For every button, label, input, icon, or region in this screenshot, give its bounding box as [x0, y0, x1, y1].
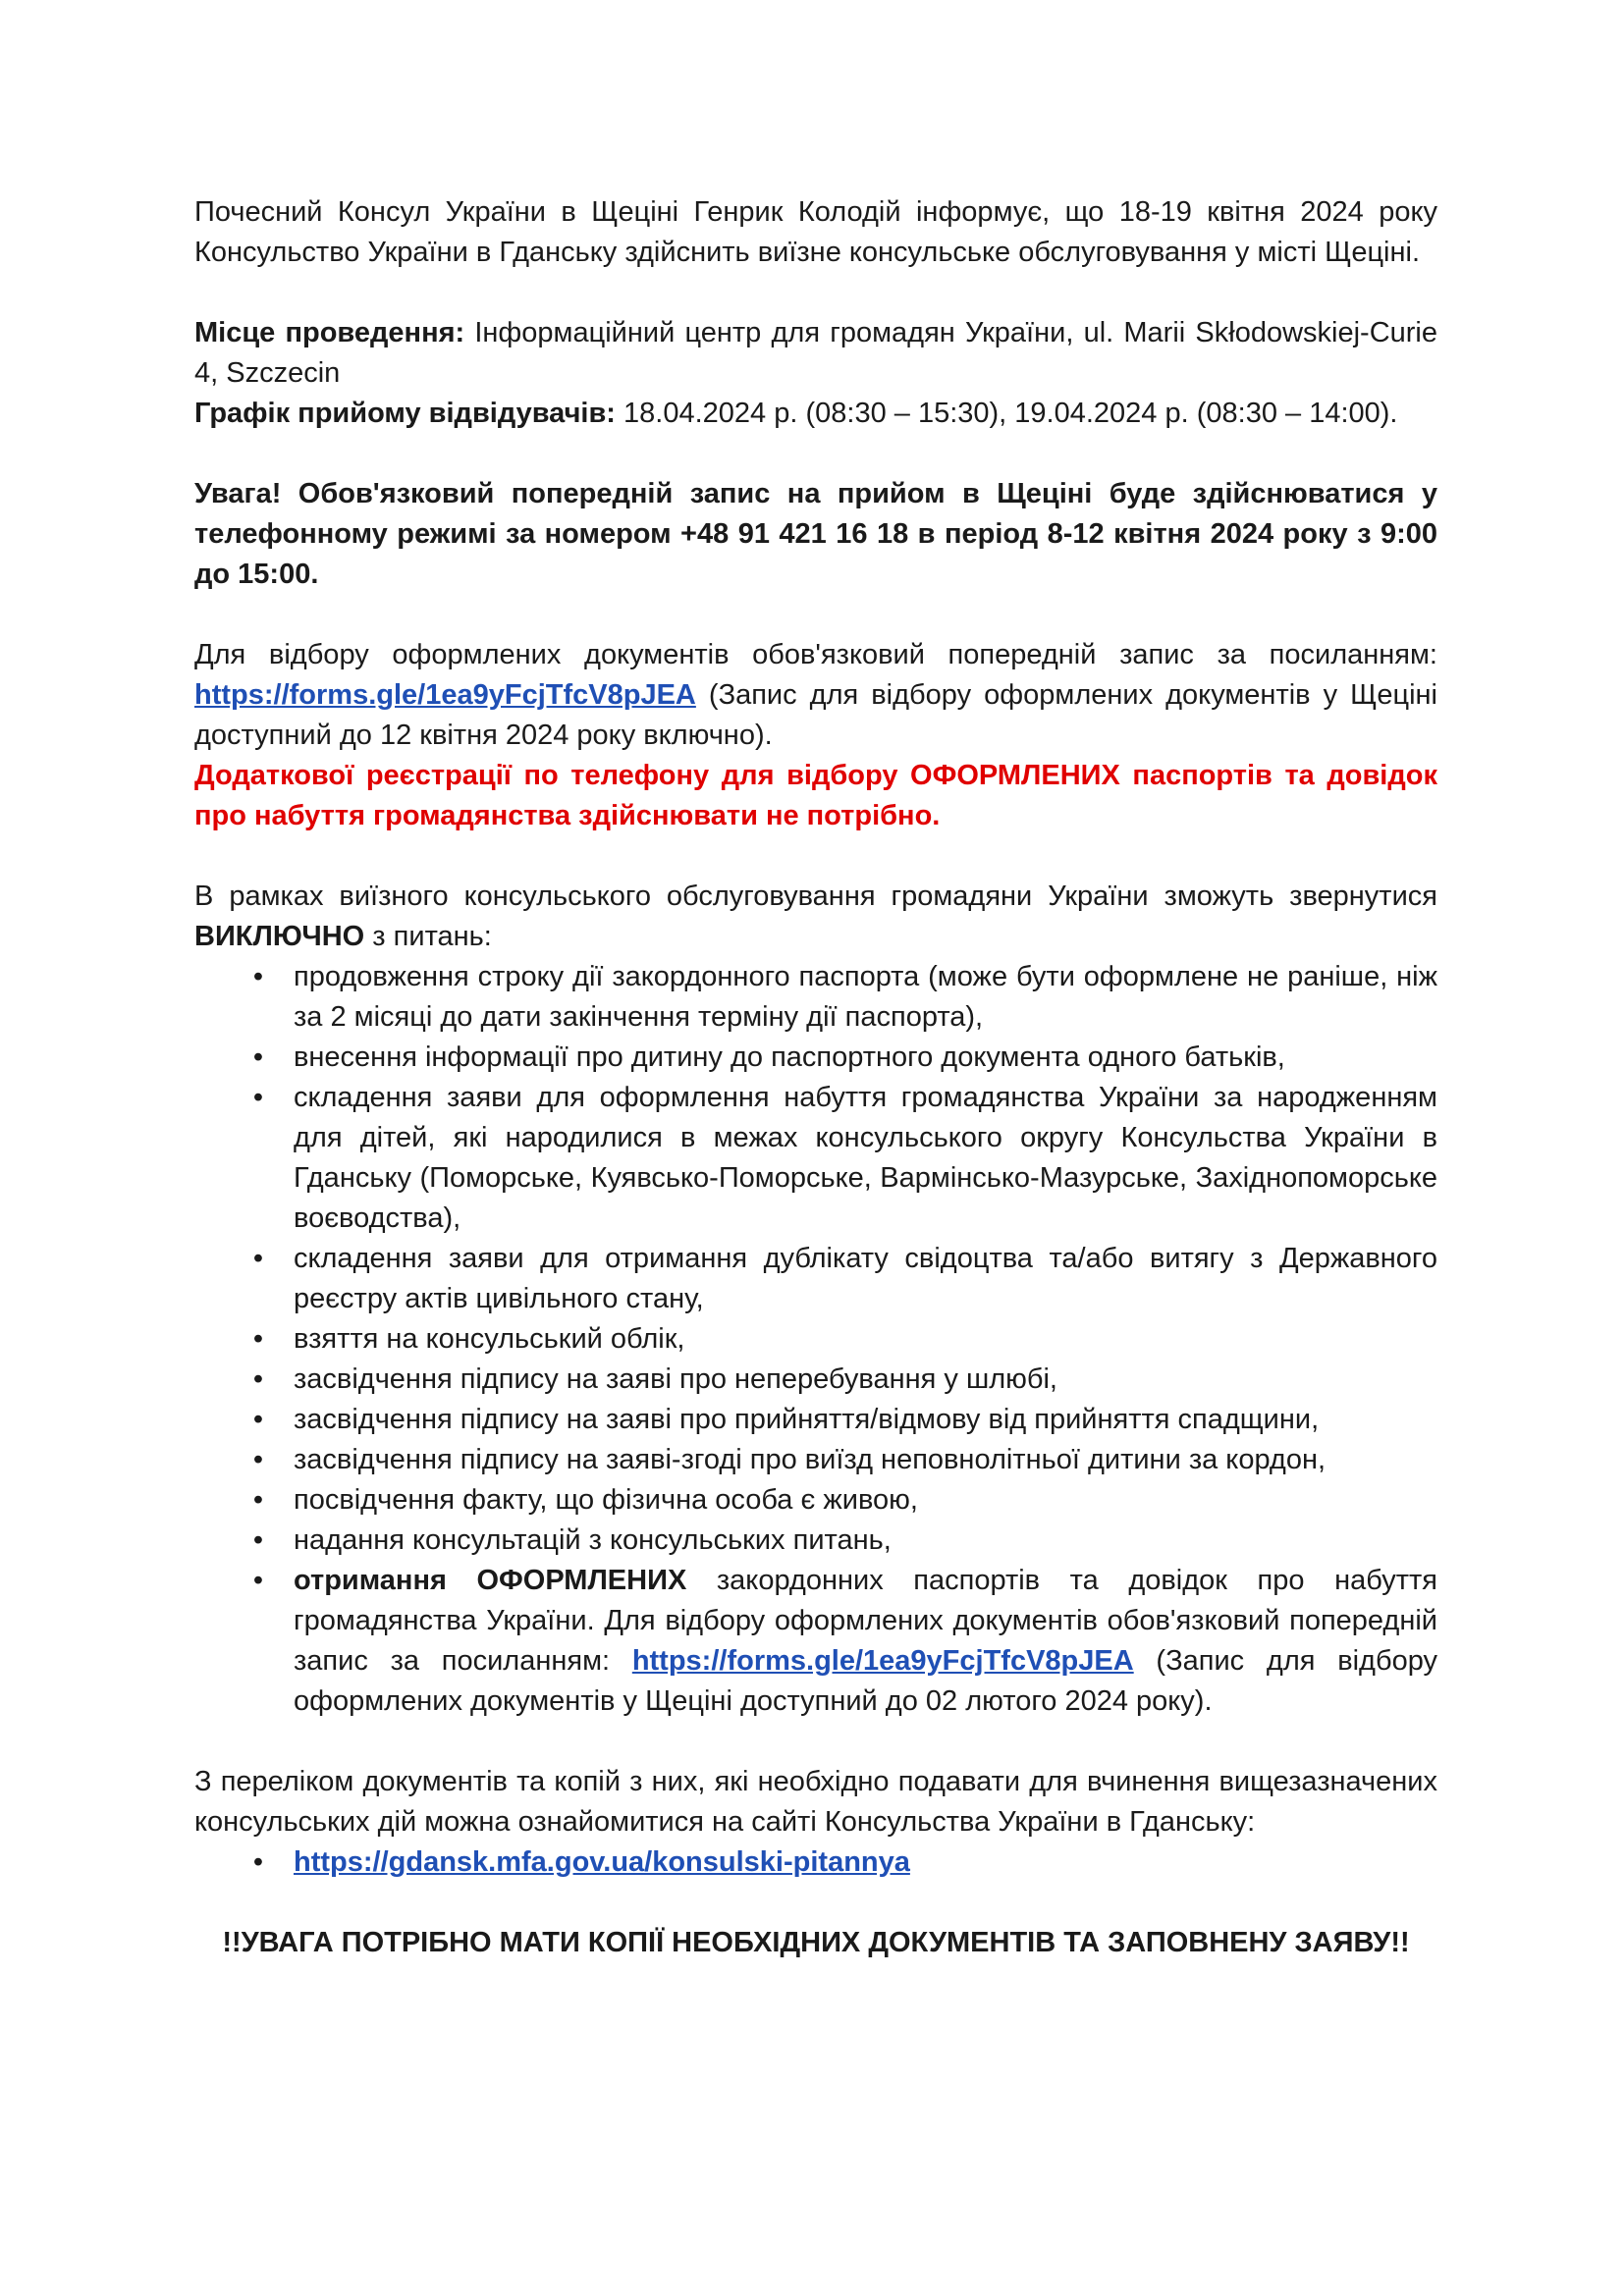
- bullet-icon: •: [252, 1444, 264, 1475]
- services-item-text: засвідчення підпису на заяві-згоді про виїзд неповнолітньої дитини за кордон,: [294, 1444, 1326, 1475]
- services-intro: [194, 877, 1437, 957]
- services-list-item: [194, 1440, 1437, 1480]
- bullet-icon: •: [252, 1363, 264, 1395]
- services-list-item-pickup: [194, 1561, 1437, 1722]
- services-list-item: [194, 1400, 1437, 1440]
- services-item-text: складення заяви для оформлення набуття громадянства України за народженням для дітей, які народилися в межах консульського округу Консульства України в Гданську (Поморське, Куявсько-Поморське, Вармінсько-Мазурське, Західнопоморське воєводства),: [294, 1082, 1437, 1234]
- pickup-item-form-link[interactable]: https://forms.gle/1ea9yFcjTfcV8pJEA: [631, 1645, 1134, 1677]
- pickup-form-link[interactable]: https://forms.gle/1ea9yFcjTfcV8pJEA: [194, 679, 696, 711]
- bullet-icon: •: [252, 961, 264, 992]
- services-list-item: [194, 957, 1437, 1038]
- services-intro-after: з питань:: [364, 921, 492, 952]
- documents-paragraph: З переліком документів та копій з них, які необхідно подавати для вчинення вищезазначених консульських дій можна ознайомитися на сайті Консульства України в Гданську:: [194, 1766, 1437, 1838]
- venue-value: Інформаційний центр для громадян України, ul. Marii Skłodowskiej-Curie 4, Szczecin: [194, 317, 1437, 389]
- bullet-icon: •: [252, 1846, 264, 1878]
- pickup-item-text: закордонних паспортів та довідок про набуття громадянства України. Для відбору оформлених документів обов'язковий попередній запис за посиланням:: [294, 1565, 1437, 1677]
- venue-line: [194, 313, 1437, 394]
- documents-list-item: [194, 1842, 1437, 1883]
- services-list-item: [194, 1521, 1437, 1561]
- venue-label: Місце проведення:: [194, 317, 465, 348]
- document-page: [194, 192, 1437, 1963]
- services-list-item: [194, 1078, 1437, 1239]
- services-item-text: складення заяви для отримання дублікату свідоцтва та/або витягу з Державного реєстру актів цивільного стану,: [294, 1243, 1437, 1314]
- bullet-icon: •: [252, 1323, 264, 1355]
- services-item-text: внесення інформації про дитину до паспортного документа одного батьків,: [294, 1041, 1285, 1073]
- pickup-item-bold: отримання ОФОРМЛЕНИХ: [294, 1565, 687, 1596]
- bullet-icon: •: [252, 1243, 264, 1274]
- pickup-warning: Додаткової реєстрації по телефону для відбору ОФОРМЛЕНИХ паспортів та довідок про набуття громадянства здійснювати не потрібно.: [194, 760, 1437, 831]
- services-list-item: [194, 1319, 1437, 1360]
- services-item-text: засвідчення підпису на заяві про прийняття/відмову від прийняття спадщини,: [294, 1404, 1320, 1435]
- attention-paragraph: Увага! Обов'язковий попередній запис на прийом в Щеціні буде здійснюватися у телефонному режимі за номером +48 91 421 16 18 в період 8-12 квітня 2024 року з 9:00 до 15:00.: [194, 478, 1437, 590]
- schedule-line: [194, 394, 1437, 434]
- services-list-item: [194, 1239, 1437, 1319]
- schedule-label: Графік прийому відвідувачів:: [194, 398, 616, 429]
- services-list-item: [194, 1360, 1437, 1400]
- services-list: [194, 957, 1437, 1722]
- services-item-text: засвідчення підпису на заяві про неперебування у шлюбі,: [294, 1363, 1057, 1395]
- services-item-text: продовження строку дії закордонного паспорта (може бути оформлене не раніше, ніж за 2 місяці до дати закінчення терміну дії паспорта),: [294, 961, 1437, 1033]
- consulate-site-link[interactable]: https://gdansk.mfa.gov.ua/konsulski-pitannya: [294, 1846, 910, 1878]
- services-intro-bold: ВИКЛЮЧНО: [194, 921, 365, 952]
- schedule-value: 18.04.2024 р. (08:30 – 15:30), 19.04.2024 р. (08:30 – 14:00).: [615, 398, 1398, 429]
- bullet-icon: •: [252, 1484, 264, 1516]
- services-list-item: [194, 1038, 1437, 1078]
- intro-paragraph: Почесний Консул України в Щеціні Генрик Колодій інформує, що 18-19 квітня 2024 року Консульство України в Гданську здійснить виїзне консульське обслуговування у місті Щеціні.: [194, 196, 1437, 268]
- services-item-text: посвідчення факту, що фізична особа є живою,: [294, 1484, 918, 1516]
- services-intro-before: В рамках виїзного консульського обслуговування громадяни України зможуть звернутися: [194, 881, 1437, 912]
- services-item-text: надання консультацій з консульських питань,: [294, 1524, 892, 1556]
- services-item-text: взяття на консульський облік,: [294, 1323, 685, 1355]
- bullet-icon: •: [252, 1082, 264, 1113]
- documents-list: [194, 1842, 1437, 1883]
- pickup-item-text-after: (Запис для відбору оформлених документів у Щеціні доступний до 02 лютого 2024 року).: [294, 1645, 1437, 1717]
- bullet-icon: •: [252, 1524, 264, 1556]
- bullet-icon: •: [252, 1041, 264, 1073]
- pickup-paragraph: [194, 635, 1437, 756]
- pickup-text-after: (Запис для відбору оформлених документів у Щеціні доступний до 12 квітня 2024 року включно).: [194, 679, 1437, 751]
- bullet-icon: •: [252, 1404, 264, 1435]
- pickup-text-before: Для відбору оформлених документів обов'язковий попередній запис за посиланням:: [194, 639, 1437, 670]
- final-notice: !!УВАГА ПОТРІБНО МАТИ КОПІЇ НЕОБХІДНИХ ДОКУМЕНТІВ ТА ЗАПОВНЕНУ ЗАЯВУ!!: [222, 1927, 1410, 1958]
- bullet-icon: •: [252, 1565, 264, 1596]
- services-list-item: [194, 1480, 1437, 1521]
